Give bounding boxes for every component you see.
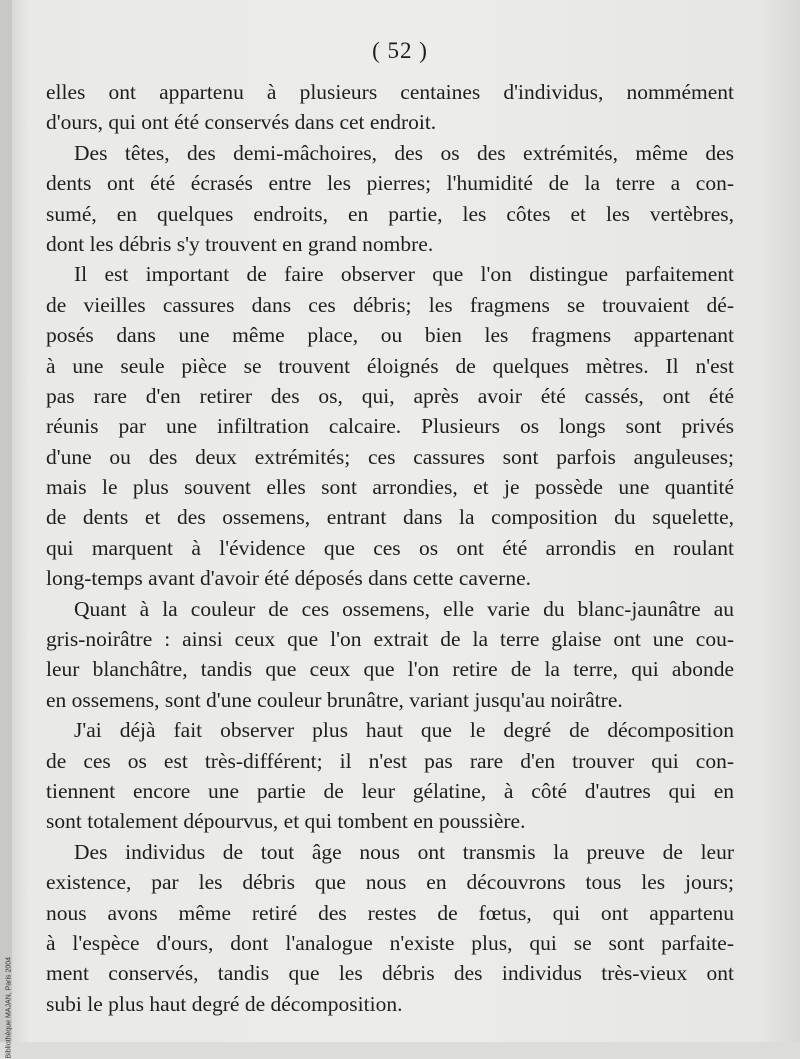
text-line: tiennent encore une partie de leur gélatine, à côté d'autres qui en [46, 778, 734, 803]
text-line: existence, par les débris que nous en découvrons tous les jours; [46, 870, 734, 895]
text-line: qui marquent à l'évidence que ces os ont été arrondis en roulant [46, 535, 734, 560]
text-line: de ces os est très-différent; il n'est pas rare d'en trouver qui con- [46, 748, 734, 773]
text-line: d'une ou des deux extrémités; ces cassures sont parfois anguleuses; [46, 444, 734, 469]
text-line: elles ont appartenu à plusieurs centaines d'individus, nommément [46, 80, 734, 104]
text-line: pas rare d'en retirer des os, qui, après avoir été cassés, ont été [46, 383, 734, 408]
paragraph [46, 837, 734, 1019]
body-text [46, 77, 734, 1019]
text-line: à une seule pièce se trouvent éloignés de quelques mètres. Il n'est [46, 353, 734, 378]
text-line: dont les débris s'y trouvent en grand nombre. [46, 231, 434, 256]
page-number: ( 52 ) [372, 38, 428, 63]
paragraph [46, 594, 734, 716]
text-line: Il est important de faire observer que l'on distingue parfaitement [74, 262, 734, 287]
text-line: Des têtes, des demi-mâchoires, des os des extrémités, même des [74, 140, 734, 165]
text-line: posés dans une même place, ou bien les fragmens appartenant [46, 323, 734, 348]
text-line: à l'espèce d'ours, dont l'analogue n'existe plus, qui se sont parfaite- [46, 930, 734, 955]
text-line: gris-noirâtre : ainsi ceux que l'on extrait de la terre glaise ont une cou- [46, 627, 734, 652]
text-line: ment conservés, tandis que les débris des individus très-vieux ont [46, 961, 734, 986]
text-line: long-temps avant d'avoir été déposés dans cette caverne. [46, 566, 532, 591]
text-line: d'ours, qui ont été conservés dans cet endroit. [46, 110, 437, 135]
text-line: de vieilles cassures dans ces débris; les fragmens se trouvaient dé- [46, 292, 734, 317]
paragraph [46, 259, 734, 593]
text-line: mais le plus souvent elles sont arrondies, et je possède une quantité [46, 475, 734, 500]
paragraph [46, 138, 734, 260]
text-line: réunis par une infiltration calcaire. Plusieurs os longs sont privés [46, 414, 734, 439]
text-line: J'ai déjà fait observer plus haut que le degré de décomposition [74, 718, 734, 743]
text-line: nous avons même retiré des restes de fœtus, qui ont appartenu [46, 900, 734, 925]
paragraph [46, 77, 734, 138]
paragraph [46, 715, 734, 837]
text-line: de dents et des ossemens, entrant dans la composition du squelette, [46, 505, 734, 530]
text-line: dents ont été écrasés entre les pierres; l'humidité de la terre a con- [46, 171, 734, 196]
text-line: sont totalement dépourvus, et qui tombent en poussière. [46, 809, 526, 834]
text-line: sumé, en quelques endroits, en partie, les côtes et les vertèbres, [46, 201, 734, 226]
text-line: Quant à la couleur de ces ossemens, elle varie du blanc-jaunâtre au [74, 596, 734, 621]
text-line: leur blanchâtre, tandis que ceux que l'on retire de la terre, qui abonde [46, 657, 734, 682]
text-line: Des individus de tout âge nous ont transmis la preuve de leur [74, 839, 734, 864]
text-line: subi le plus haut degré de décomposition. [46, 991, 403, 1016]
library-credit: Bibliothèque MAJAN, Paris 2004 [5, 956, 13, 1059]
text-line: en ossemens, sont d'une couleur brunâtre, variant jusqu'au noirâtre. [46, 687, 623, 712]
